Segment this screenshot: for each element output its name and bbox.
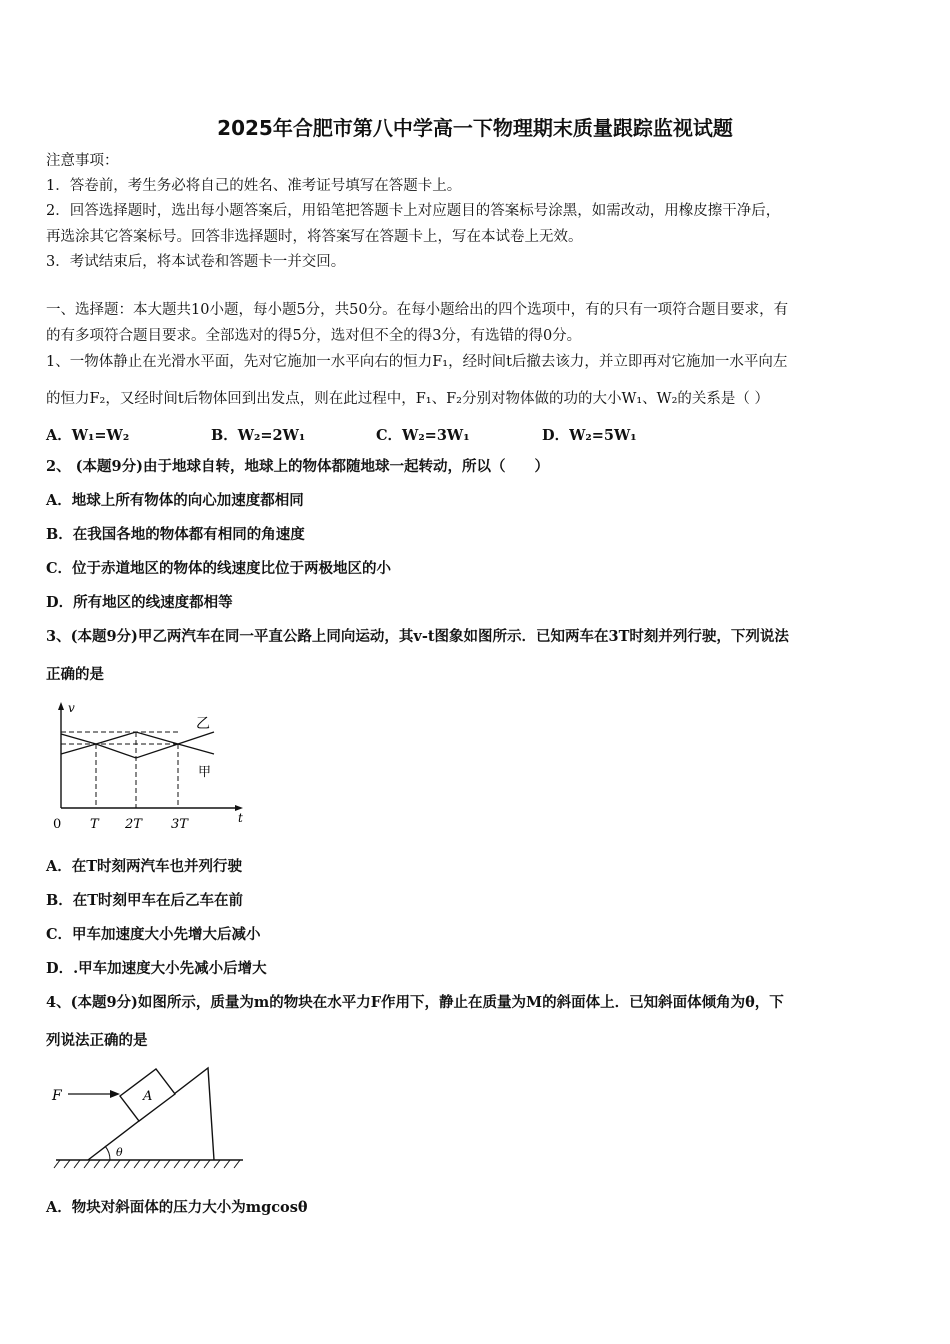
- notice-heading: 注意事项：: [46, 153, 119, 169]
- q1-option-a[interactable]: A．W₁=W₂: [46, 427, 130, 444]
- notice-item-1: 1．答卷前，考生务必将自己的姓名、准考证号填写在答题卡上。: [46, 178, 462, 194]
- q1-stem-line2: 的恒力F₂，又经时间t后物体回到出发点，则在此过程中，F₁、F₂分别对物体做的功的大小W₁、W₂的关系是（ ）: [46, 391, 769, 407]
- block-label: A: [143, 1089, 153, 1104]
- q3-stem-line1: 3、(本题9分)甲乙两汽车在同一平直公路上同向运动，其v-t图象如图所示．已知两车在3T时刻并列行驶，下列说法: [46, 628, 789, 645]
- vt-y-arrow: [58, 702, 64, 710]
- q4-option-a[interactable]: A．物块对斜面体的压力大小为mgcosθ: [46, 1199, 308, 1216]
- series-line-jia: [61, 732, 214, 754]
- notice-item-2-cont: 再选涂其它答案标号。回答非选择题时，将答案写在答题卡上，写在本试卷上无效。: [46, 229, 583, 245]
- q2-stem: 2、 (本题9分)由于地球自转，地球上的物体都随地球一起转动，所以（ ）: [46, 458, 549, 475]
- notice-item-2: 2．回答选择题时，选出每小题答案后，用铅笔把答题卡上对应题目的答案标号涂黑，如需改动，用橡皮擦干净后，: [46, 203, 781, 219]
- q2-option-d[interactable]: D．所有地区的线速度都相等: [46, 594, 233, 611]
- force-arrowhead: [110, 1090, 120, 1098]
- vt-x-axis-label: t: [238, 811, 243, 825]
- vt-origin-label: 0: [53, 817, 62, 832]
- q1-option-b[interactable]: B．W₂=2W₁: [211, 427, 306, 444]
- q1-stem-line1: 1、一物体静止在光滑水平面，先对它施加一水平向右的恒力F₁，经时间t后撤去该力，并立即再对它施加一水平向左: [46, 354, 788, 370]
- series-line-yi: [61, 732, 214, 758]
- q3-vt-graph: [46, 700, 251, 835]
- q2-option-c[interactable]: C．位于赤道地区的物体的线速度比位于两极地区的小: [46, 560, 392, 577]
- page-title: 2025年合肥市第八中学高一下物理期末质量跟踪监视试题: [217, 116, 733, 140]
- q2-option-b[interactable]: B．在我国各地的物体都有相同的角速度: [46, 526, 305, 543]
- q3-option-c[interactable]: C．甲车加速度大小先增大后减小: [46, 926, 261, 943]
- q1-option-c[interactable]: C．W₂=3W₁: [376, 427, 470, 444]
- q3-option-a[interactable]: A．在T时刻两汽车也并列行驶: [46, 858, 243, 875]
- section-intro-line2: 的有多项符合题目要求。全部选对的得5分，选对但不全的得3分，有选错的得0分。: [46, 328, 582, 344]
- force-label: F: [52, 1088, 62, 1104]
- series-label-yi: 乙: [196, 716, 210, 732]
- vt-tick-t: T: [90, 817, 99, 832]
- section-intro-line1: 一、选择题：本大题共10小题，每小题5分，共50分。在每小题给出的四个选项中，有的只有一项符合题目要求，有: [46, 302, 789, 318]
- notice-item-3: 3．考试结束后，将本试卷和答题卡一并交回。: [46, 254, 346, 270]
- q4-stem-line1: 4、(本题9分)如图所示，质量为m的物块在水平力F作用下，静止在质量为M的斜面体上．已知斜面体倾角为θ，下: [46, 994, 784, 1011]
- q4-incline-figure: [46, 1062, 251, 1174]
- vt-tick-3t: 3T: [171, 817, 188, 832]
- angle-label: θ: [116, 1146, 123, 1159]
- q2-option-a[interactable]: A．地球上所有物体的向心加速度都相同: [46, 492, 304, 509]
- q1-option-d[interactable]: D．W₂=5W₁: [542, 427, 637, 444]
- angle-arc: [105, 1146, 110, 1160]
- vt-y-axis-label: v: [68, 701, 75, 715]
- vt-tick-2t: 2T: [125, 817, 142, 832]
- q4-stem-line2: 列说法正确的是: [46, 1032, 148, 1049]
- q3-option-b[interactable]: B．在T时刻甲车在后乙车在前: [46, 892, 244, 909]
- q3-stem-line2: 正确的是: [46, 666, 104, 683]
- q3-option-d[interactable]: D．.甲车加速度大小先减小后增大: [46, 960, 267, 977]
- series-label-jia: 甲: [198, 765, 212, 780]
